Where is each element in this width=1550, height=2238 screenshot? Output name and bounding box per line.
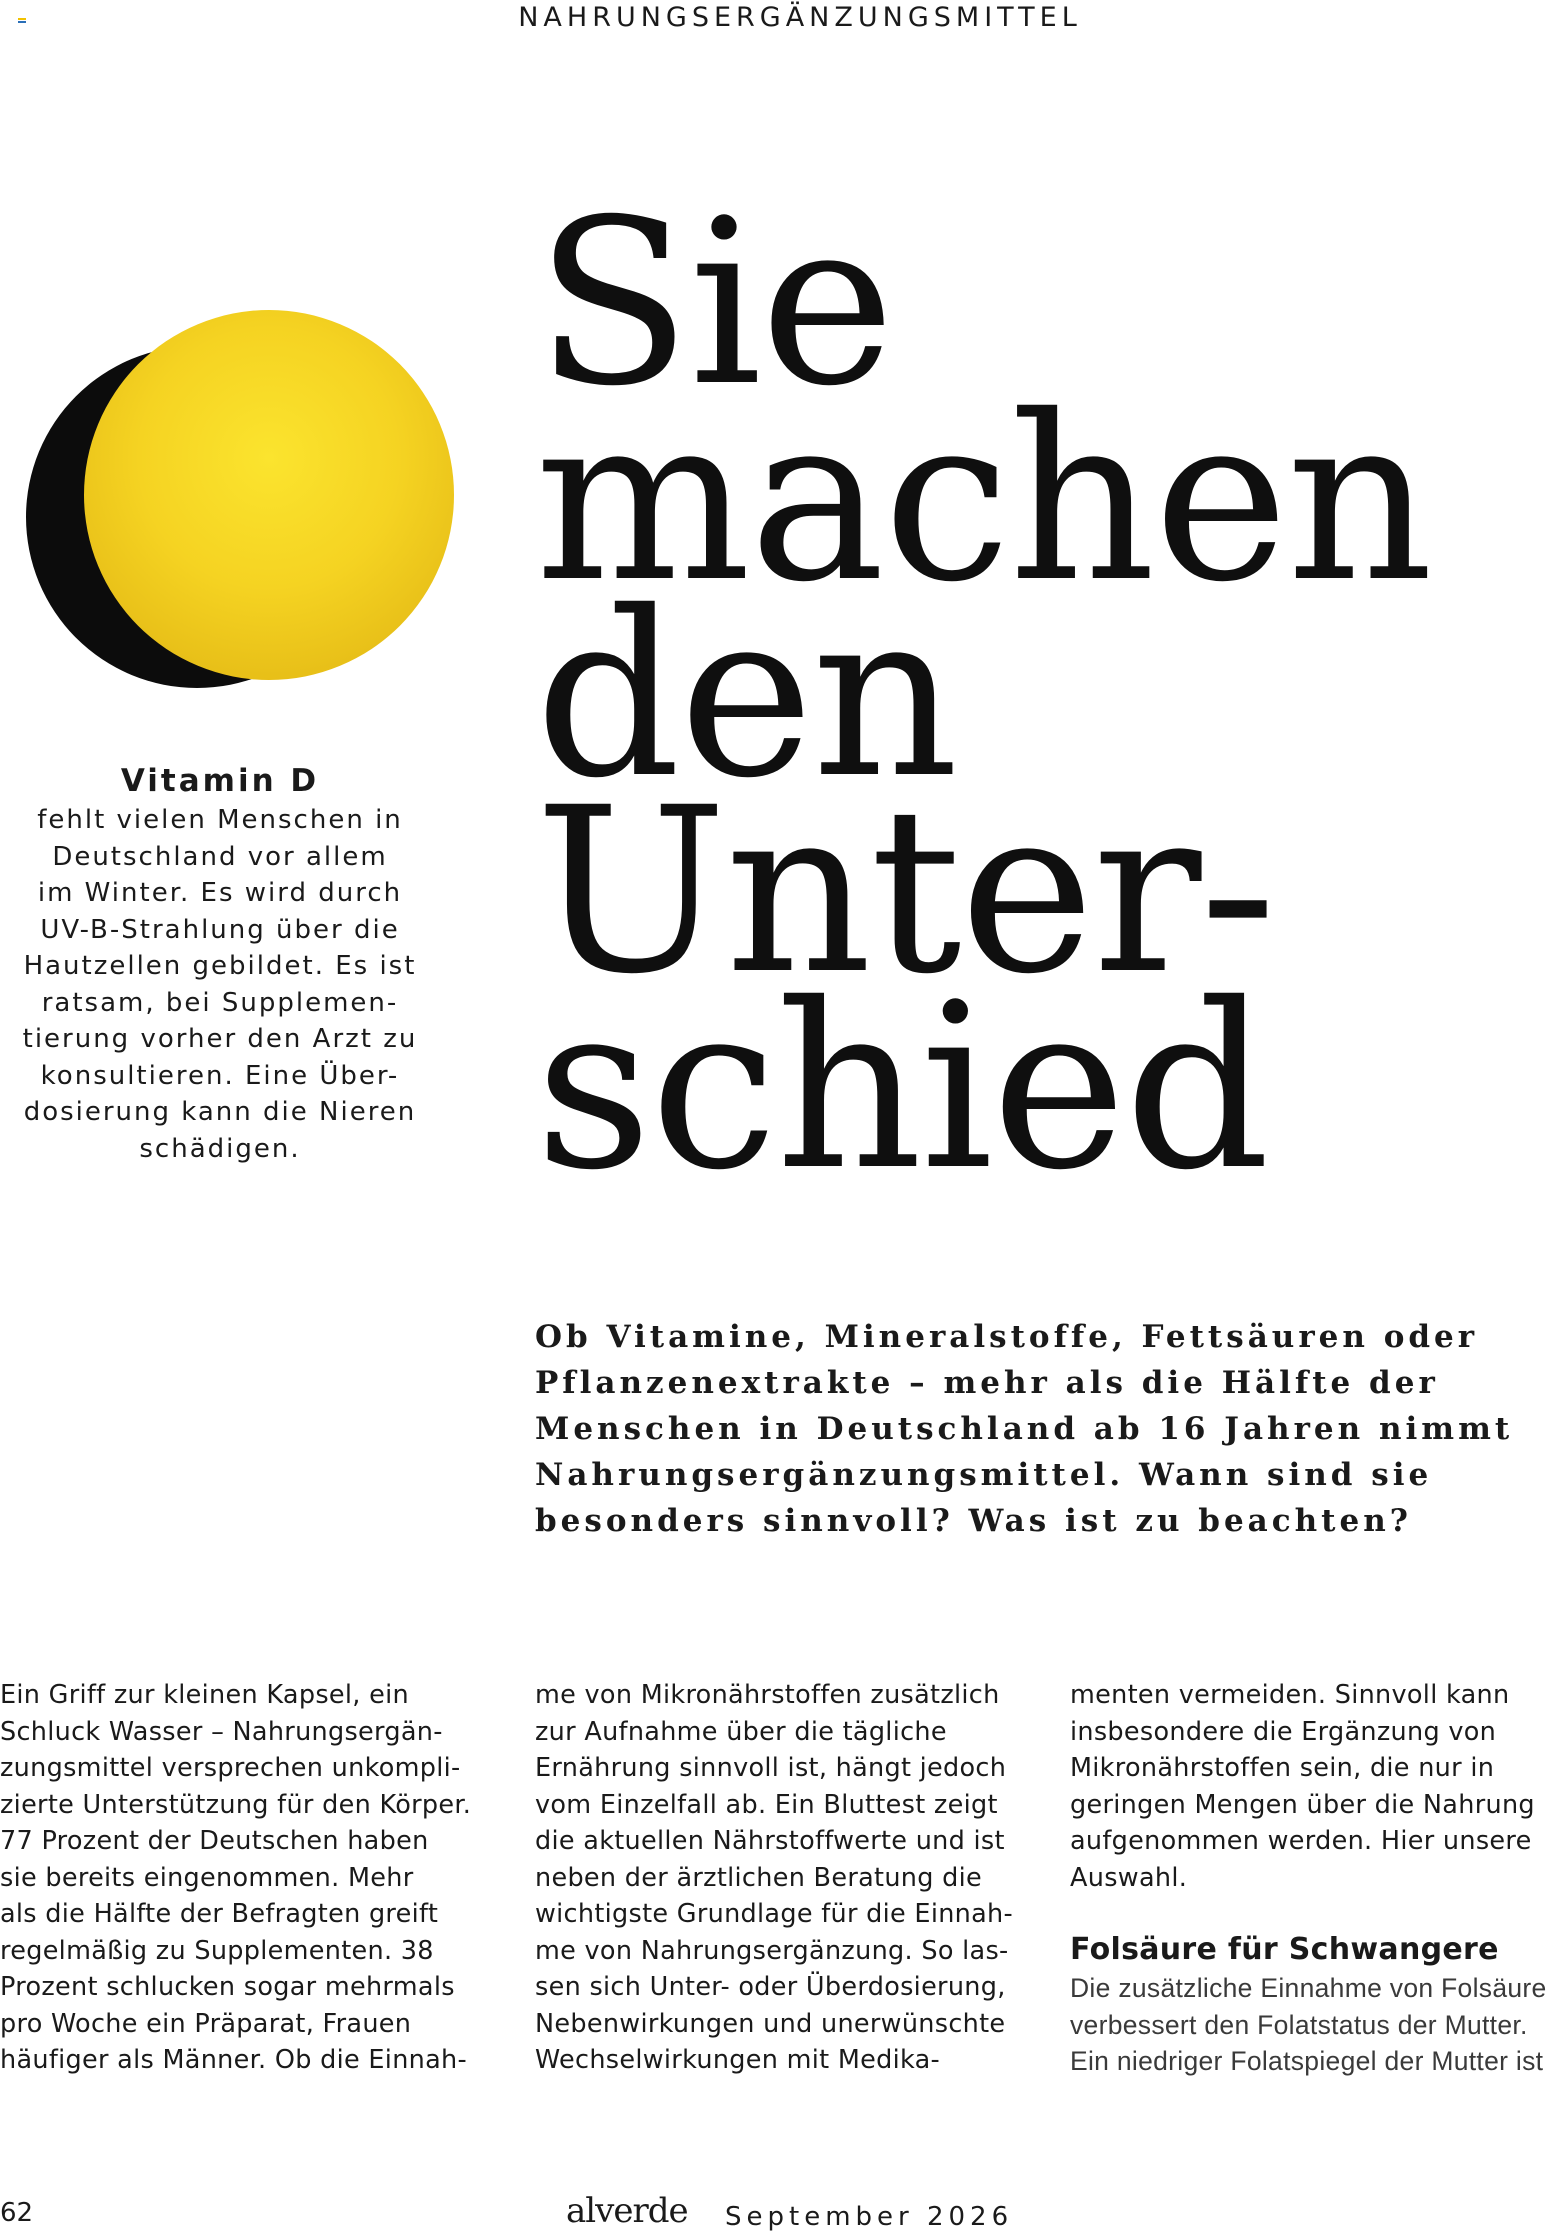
lede-line: Ob Vitamine, Mineralstoffe, Fettsäuren oder — [535, 1319, 1479, 1355]
body-line: Auswahl. — [1070, 1862, 1188, 1893]
brand-logo: alverde — [566, 2191, 688, 2231]
body-line: sen sich Unter- oder Überdosierung, — [535, 1972, 1006, 2002]
yellow-capsule — [84, 310, 454, 680]
sidebar-note-line: Deutschland vor allem — [52, 841, 388, 872]
lede-line: besonders sinnvoll? Was ist zu beachten? — [535, 1503, 1412, 1539]
body-line: insbesondere die Ergänzung von — [1070, 1716, 1497, 1747]
lede-line: Nahrungsergänzungsmittel. Wann sind sie — [535, 1457, 1433, 1493]
lede — [535, 1314, 1545, 1544]
body-line: zungsmittel versprechen unkompli- — [0, 1753, 461, 1783]
body-line: verbessert den Folatstatus der Mutter. — [1070, 2009, 1528, 2040]
body-line: als die Hälfte der Befragten greift — [0, 1899, 439, 1929]
body-line: Nebenwirkungen und unerwünschte — [535, 2008, 1006, 2039]
sidebar-note-line: schädigen. — [139, 1133, 301, 1164]
issue-date: September 2026 — [725, 2202, 1014, 2232]
sidebar-note-line: ratsam, bei Supplemen- — [41, 987, 399, 1018]
subhead-folsaeure: Folsäure für Schwangere — [1070, 1932, 1499, 1967]
body-column-1 — [0, 1677, 510, 2079]
sidebar-note-line: im Winter. Es wird durch — [37, 878, 403, 908]
headline — [535, 170, 1535, 1220]
sidebar-note-line: fehlt vielen Menschen in — [37, 805, 403, 835]
body-line: neben der ärztlichen Beratung die — [535, 1862, 983, 1893]
body-line: Ein niedriger Folatspiegel der Mutter ist — [1070, 2046, 1544, 2076]
body-line: häufiger als Männer. Ob die Einnah- — [0, 2045, 468, 2075]
body-line: 77 Prozent der Deutschen haben — [0, 1826, 429, 1856]
body-line: wichtigste Grundlage für die Einnah- — [535, 1899, 1014, 1929]
body-line: Mikronährstoffen sein, die nur in — [1070, 1753, 1495, 1783]
page-number: 62 — [0, 2198, 34, 2228]
brand-mark-icon — [18, 18, 26, 24]
body-line: me von Nahrungsergänzung. So las- — [535, 1935, 1009, 1966]
lede-line: Pflanzenextrakte – mehr als die Hälfte der — [535, 1365, 1439, 1401]
headline-line: machen — [535, 366, 1432, 632]
body-line: regelmäßig zu Supplementen. 38 — [0, 1935, 434, 1966]
body-line: pro Woche ein Präparat, Frauen — [0, 2008, 412, 2039]
sidebar-note-line: dosierung kann die Nieren — [23, 1097, 417, 1127]
sidebar-note-title: Vitamin D — [120, 763, 320, 799]
body-line: Die zusätzliche Einnahme von Folsäure — [1070, 1973, 1547, 2003]
sidebar-note-line: konsultieren. Eine Über- — [40, 1060, 400, 1091]
vitamin-d-capsule-image — [20, 300, 460, 720]
body-line: Ein Griff zur kleinen Kapsel, ein — [0, 1680, 409, 1710]
section-label: NAHRUNGSERGÄNZUNGSMITTEL — [518, 2, 1082, 33]
headline-line: schied — [535, 954, 1269, 1220]
sidebar-note-line: tierung vorher den Arzt zu — [22, 1024, 418, 1054]
body-line: die aktuellen Nährstoffwerte und ist — [535, 1826, 1005, 1856]
body-line: zierte Unterstützung für den Körper. — [0, 1789, 472, 1820]
headline-line: Unter- — [535, 758, 1275, 1024]
body-line: menten vermeiden. Sinnvoll kann — [1070, 1680, 1510, 1710]
body-line: geringen Mengen über die Nahrung — [1070, 1789, 1535, 1820]
body-column-2 — [535, 1677, 1045, 2079]
body-column-3 — [1070, 1677, 1550, 2080]
body-line: aufgenommen werden. Hier unsere — [1070, 1826, 1532, 1856]
sidebar-note-line: UV-B-Strahlung über die — [40, 914, 400, 945]
sidebar-note — [20, 760, 420, 1167]
body-line: Prozent schlucken sogar mehrmals — [0, 1972, 455, 2002]
sidebar-note-line: Hautzellen gebildet. Es ist — [23, 951, 417, 981]
lede-line: Menschen in Deutschland ab 16 Jahren nimmt — [535, 1411, 1514, 1447]
headline-line: den — [535, 562, 957, 828]
body-line: vom Einzelfall ab. Ein Bluttest zeigt — [535, 1789, 998, 1820]
body-line: me von Mikronährstoffen zusätzlich — [535, 1680, 1000, 1710]
body-line: Schluck Wasser – Nahrungsergän- — [0, 1716, 443, 1747]
body-line: zur Aufnahme über die tägliche — [535, 1716, 947, 1747]
body-line: Ernährung sinnvoll ist, hängt jedoch — [535, 1753, 1007, 1783]
body-line: Wechselwirkungen mit Medika- — [535, 2045, 941, 2075]
headline-line: Sie — [535, 170, 894, 436]
body-line: sie bereits eingenommen. Mehr — [0, 1862, 414, 1893]
